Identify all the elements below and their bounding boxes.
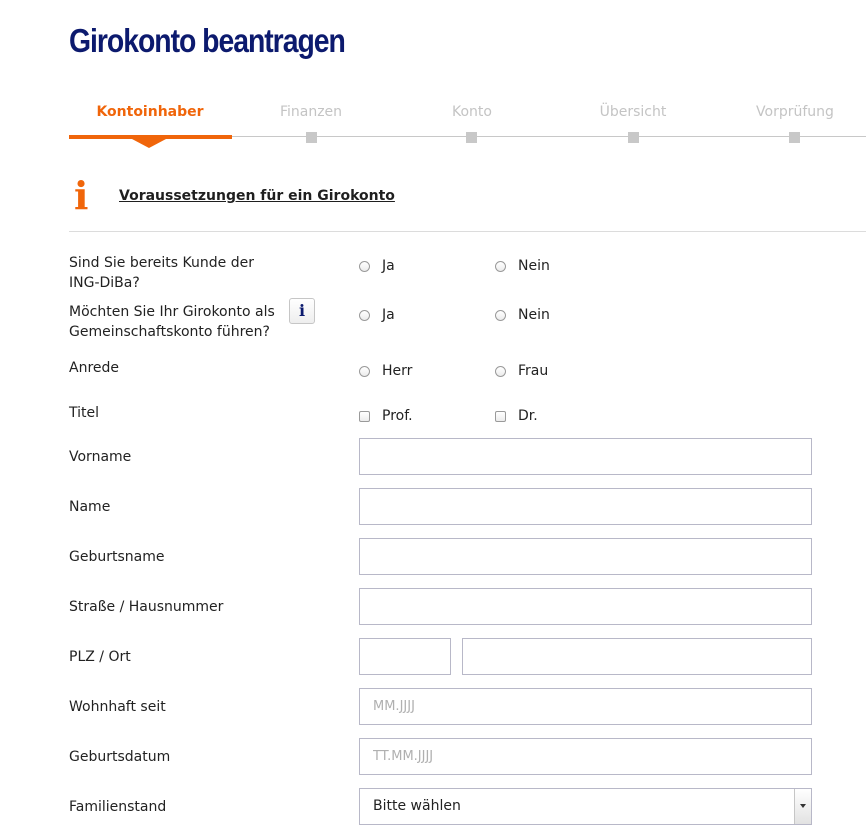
joint-account-label: Möchten Sie Ihr Girokonto als Gemeinschaftskonto führen?: [69, 304, 275, 340]
salutation-herr[interactable]: [359, 363, 412, 379]
resident-since-label: Wohnhaft seit: [69, 699, 166, 715]
first-name-label: Vorname: [69, 449, 132, 465]
joint-account-no[interactable]: [495, 307, 550, 323]
street-input[interactable]: [359, 588, 812, 625]
option-label: Nein: [518, 307, 550, 323]
progress-steps: [69, 104, 866, 150]
checkbox[interactable]: [359, 411, 370, 422]
birth-date-label: Geburtsdatum: [69, 749, 171, 765]
option-label: Frau: [518, 363, 549, 379]
step-finanzen: Finanzen: [279, 104, 343, 120]
title-label: Titel: [69, 405, 100, 421]
first-name-input[interactable]: [359, 438, 812, 475]
step-uebersicht: Übersicht: [599, 104, 667, 120]
birth-name-input[interactable]: [359, 538, 812, 575]
radio-button[interactable]: [495, 310, 506, 321]
marital-status-select[interactable]: [359, 788, 812, 825]
option-label: Ja: [382, 307, 395, 323]
option-label: Dr.: [518, 408, 538, 424]
title-prof[interactable]: [359, 408, 413, 424]
radio-button[interactable]: [495, 261, 506, 272]
info-icon: i: [74, 173, 89, 218]
radio-button[interactable]: [359, 261, 370, 272]
step-vorpruefung-marker: [789, 132, 800, 143]
step-kontoinhaber: Kontoinhaber: [96, 104, 204, 120]
resident-since-input[interactable]: [359, 688, 812, 725]
salutation-label: Anrede: [69, 360, 120, 376]
last-name-input[interactable]: [359, 488, 812, 525]
marital-status-label: Familienstand: [69, 799, 167, 815]
street-label: Straße / Hausnummer: [69, 599, 224, 615]
birth-date-input[interactable]: [359, 738, 812, 775]
title-dr[interactable]: [495, 408, 538, 424]
option-label: Nein: [518, 258, 550, 274]
option-label: Herr: [382, 363, 413, 379]
birth-name-label: Geburtsname: [69, 549, 165, 565]
zip-city-label: PLZ / Ort: [69, 649, 131, 665]
radio-button[interactable]: [359, 366, 370, 377]
select-value: Bitte wählen: [373, 798, 461, 814]
step-konto-marker: [466, 132, 477, 143]
checkbox[interactable]: [495, 411, 506, 422]
existing-customer-label: Sind Sie bereits Kunde der ING-DiBa?: [69, 255, 254, 291]
step-finanzen-marker: [306, 132, 317, 143]
radio-button[interactable]: [495, 366, 506, 377]
last-name-label: Name: [69, 499, 111, 515]
requirements-link[interactable]: Voraussetzungen für ein Girokonto: [119, 188, 395, 204]
page-title: Girokonto beantragen: [69, 22, 345, 59]
existing-customer-yes[interactable]: [359, 258, 395, 274]
option-label: Prof.: [382, 408, 413, 424]
step-vorpruefung: Vorprüfung: [756, 104, 834, 120]
info-help-icon[interactable]: i: [289, 298, 315, 324]
zip-input[interactable]: [359, 638, 451, 675]
joint-account-yes[interactable]: [359, 307, 395, 323]
option-label: Ja: [382, 258, 395, 274]
radio-button[interactable]: [359, 310, 370, 321]
existing-customer-no[interactable]: [495, 258, 550, 274]
step-uebersicht-marker: [628, 132, 639, 143]
dropdown-arrow-icon[interactable]: [794, 789, 811, 824]
divider: [69, 231, 866, 232]
step-konto: Konto: [452, 104, 492, 120]
active-step-pointer: [132, 139, 166, 148]
salutation-frau[interactable]: [495, 363, 548, 379]
city-input[interactable]: [462, 638, 812, 675]
